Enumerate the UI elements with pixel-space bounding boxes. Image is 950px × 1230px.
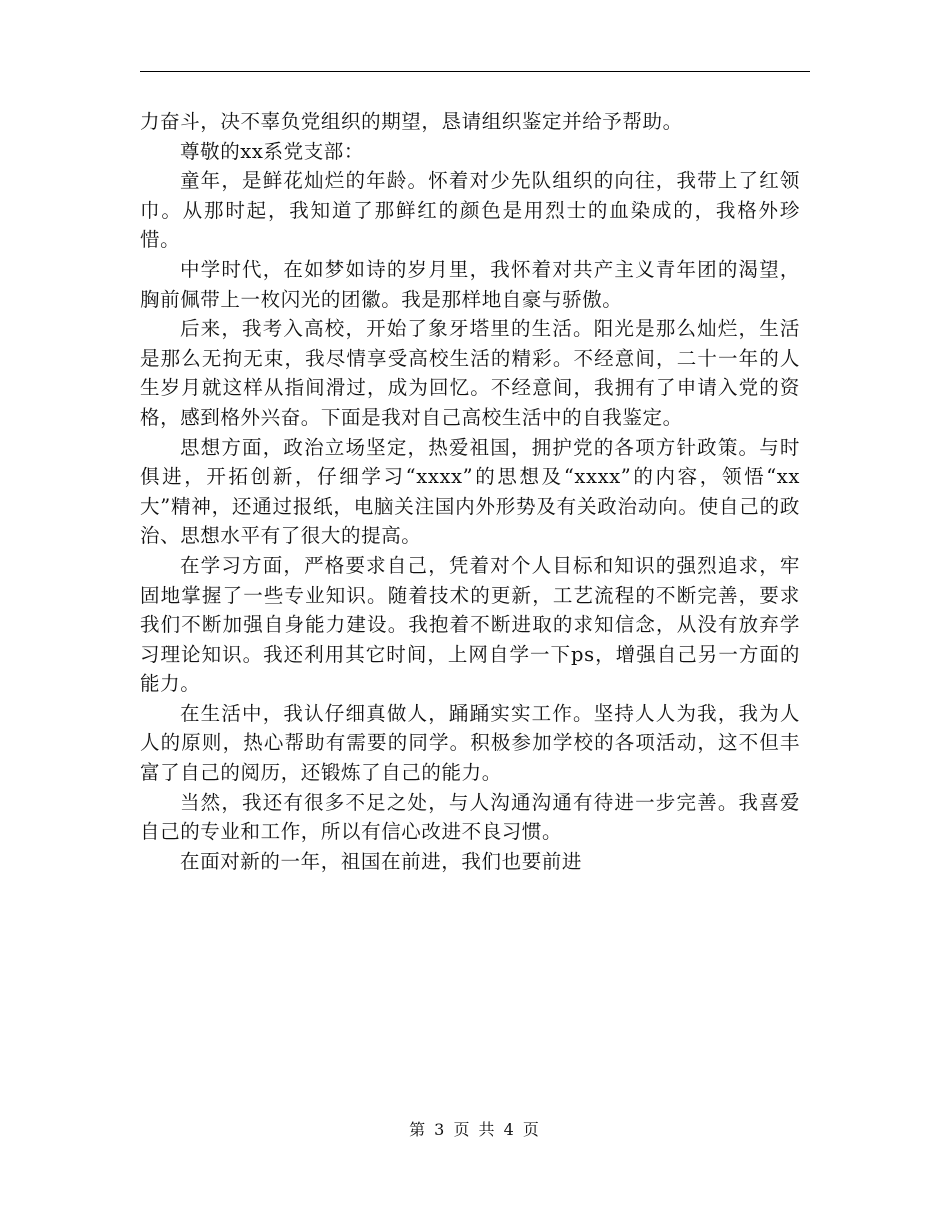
paragraph-life: 在生活中，我认仔细真做人，踊踊实实工作。坚持人人为我，我为人人的原则，热心帮助有需要的同学。积极参加学校的各项活动，这不但丰富了自己的阅历，还锻炼了自己的能力。 [140,701,800,785]
paragraph-shortcomings: 当然，我还有很多不足之处，与人沟通沟通有待进一步完善。我喜爱自己的专业和工作，所以有信心改进不良习惯。 [140,790,800,844]
paragraph-continuation: 力奋斗，决不辜负党组织的期望，恳请组织鉴定并给予帮助。 [140,110,683,133]
paragraph-ideology: 思想方面，政治立场坚定，热爱祖国，拥护党的各项方针政策。与时俱进，开拓创新，仔细学习“xxxx”的思想及“xxxx”的内容，领悟“xx大”精神，还通过报纸，电脑关注国内外形势及有关政治动向。使自己的政治、思想水平有了很大的提高。 [140,435,800,548]
salutation: 尊敬的xx系党支部： [180,139,364,163]
paragraph-childhood: 童年，是鲜花灿烂的年龄。怀着对少先队组织的向往，我带上了红领巾。从那时起，我知道了那鲜红的颜色是用烈士的血染成的，我格外珍惜。 [140,169,800,252]
paragraph-closing: 在面对新的一年，祖国在前进，我们也要前进 [180,849,583,873]
paragraph-university: 后来，我考入高校，开始了象牙塔里的生活。阳光是那么灿烂，生活是那么无拘无束，我尽情享受高校生活的精彩。不经意间，二十一年的人生岁月就这样从指间滑过，成为回忆。不经意间，我拥有了申请入党的资格，感到格外兴奋。下面是我对自己高校生活中的自我鉴定。 [140,317,800,429]
page-number-footer: 第 3 页 共 4 页 [409,1120,541,1139]
paragraph-study: 在学习方面，严格要求自己，凭着对个人目标和知识的强烈追求，牢固地掌握了一些专业知识。随着技术的更新，工艺流程的不断完善，要求我们不断加强自身能力建设。我抱着不断进取的求知信念，从没有放弃学习理论知识。我还利用其它时间，上网自学一下ps，增强自己另一方面的能力。 [140,553,800,696]
header-rule [140,71,810,72]
document-body [140,107,800,876]
paragraph-middle-school: 中学时代，在如梦如诗的岁月里，我怀着对共产主义青年团的渴望，胸前佩带上一枚闪光的团徽。我是那样地自豪与骄傲。 [140,257,800,311]
